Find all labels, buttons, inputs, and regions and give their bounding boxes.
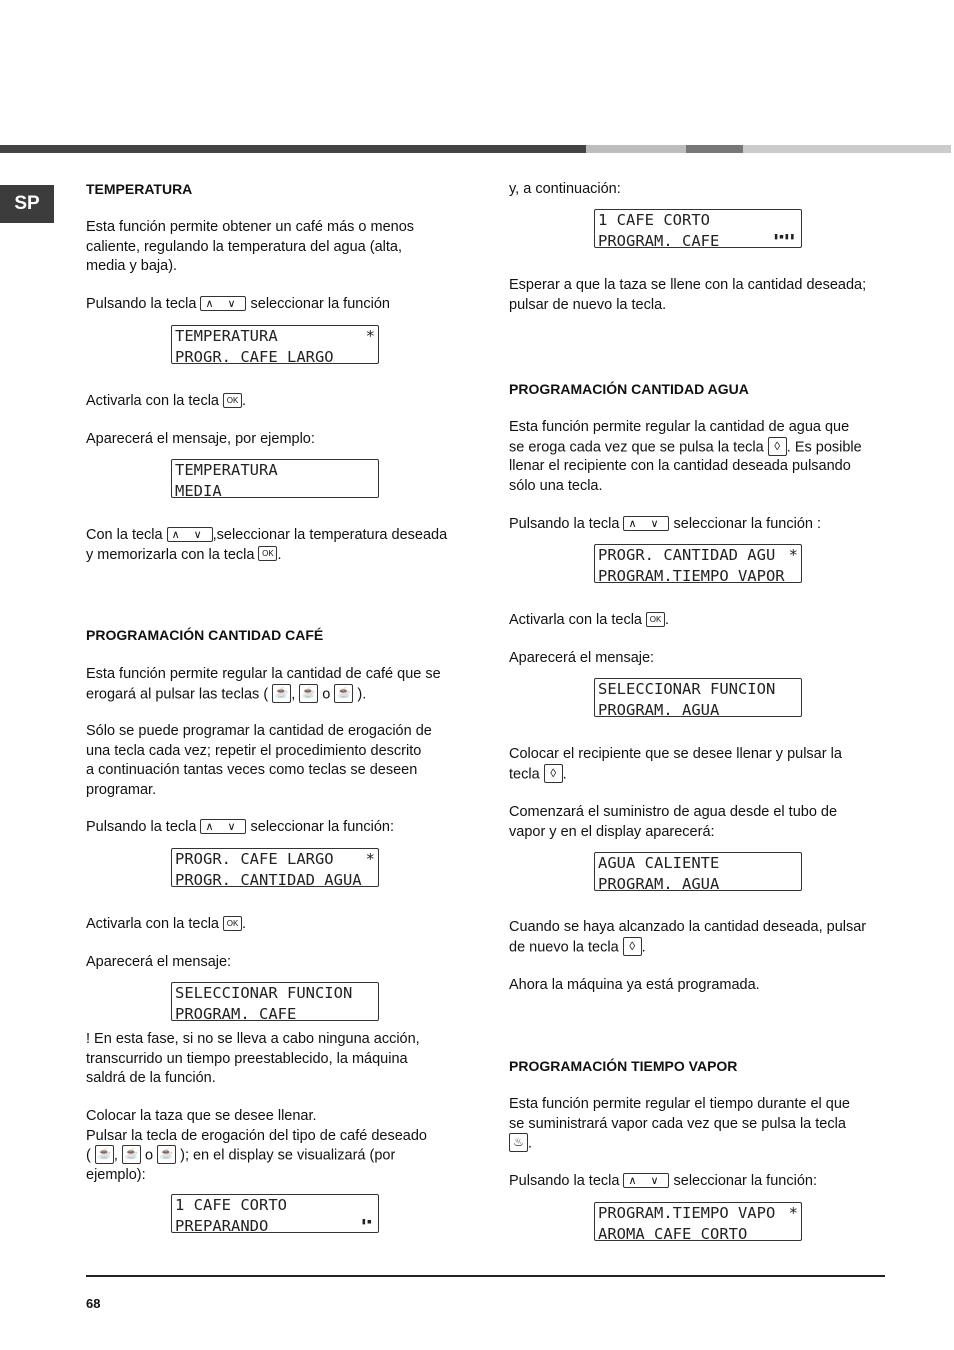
- paragraph: Colocar el recipiente que se desee llenar y pulsar la tecla ◊ .: [509, 746, 842, 782]
- up-down-arrow-key-icon: ∧∨: [167, 527, 213, 542]
- water-drop-icon: ◊: [768, 437, 787, 456]
- paragraph: Pulsando la tecla ∧∨ seleccionar la función: [86, 296, 390, 312]
- section-heading-temperatura: TEMPERATURA: [86, 181, 193, 197]
- paragraph: Aparecerá el mensaje:: [509, 650, 655, 666]
- section-heading-tiempo-vapor: PROGRAMACIÓN TIEMPO VAPOR: [509, 1058, 738, 1074]
- lcd-display: PROGR. CAFE LARGO * PROGR. CANTIDAD AGUA: [171, 848, 379, 887]
- coffee-cup-icon: ☕: [334, 684, 353, 703]
- ok-key-icon: OK: [646, 612, 665, 627]
- section-heading-cantidad-cafe: PROGRAMACIÓN CANTIDAD CAFÉ: [86, 627, 324, 643]
- paragraph: Esta función permite obtener un café más o menos caliente, regulando la temperatura del agua (alta, media y baja).: [86, 219, 415, 274]
- paragraph: Esperar a que la taza se llene con la cantidad deseada; pulsar de nuevo la tecla.: [509, 277, 867, 313]
- paragraph: Sólo se puede programar la cantidad de erogación de una tecla cada vez; repetir el procedimiento descrito a continuación tantas veces como teclas se deseen programar.: [86, 723, 432, 798]
- page-number: 68: [86, 1296, 101, 1311]
- paragraph: Esta función permite regular el tiempo durante el que se suministrará vapor cada vez que se pulsa la tecla ♨ .: [509, 1096, 850, 1152]
- ok-key-icon: OK: [223, 916, 242, 931]
- steam-icon: ♨: [509, 1133, 528, 1152]
- paragraph: Cuando se haya alcanzado la cantidad deseada, pulsar de nuevo la tecla ◊ .: [509, 919, 867, 955]
- lcd-display: PROGRAM.TIEMPO VAPO * AROMA CAFE CORTO: [594, 1202, 802, 1241]
- header-bar-lighter: [743, 145, 951, 153]
- paragraph: Esta función permite regular la cantidad de café que se erogará al pulsar las teclas ( ☕ , ☕ o ☕ ).: [86, 666, 441, 702]
- lcd-display: AGUA CALIENTE PROGRAM. AGUA: [594, 852, 802, 891]
- section-heading-cantidad-agua: PROGRAMACIÓN CANTIDAD AGUA: [509, 381, 749, 397]
- paragraph: Pulsando la tecla ∧∨ seleccionar la función:: [509, 1173, 817, 1189]
- coffee-cup-icon: ☕: [122, 1145, 141, 1164]
- up-down-arrow-key-icon: ∧∨: [623, 516, 669, 531]
- water-drop-icon: ◊: [544, 764, 563, 783]
- paragraph: Esta función permite regular la cantidad de agua que se eroga cada vez que se pulsa la tecla ◊ . Es posible llenar el recipiente con la cantidad deseada pulsando sólo una tecla.: [509, 419, 862, 494]
- paragraph: ! En esta fase, si no se lleva a cabo ninguna acción, transcurrido un tiempo preestablecido, la máquina saldrá de la función.: [86, 1031, 420, 1086]
- language-tab: SP: [0, 185, 54, 223]
- lcd-display: 1 CAFE CORTO PROGRAM. CAFE ▮▪▮▮: [594, 209, 802, 248]
- lcd-display: PROGR. CANTIDAD AGU * PROGRAM.TIEMPO VAPOR: [594, 544, 802, 583]
- header-bar-light: [586, 145, 686, 153]
- paragraph: Aparecerá el mensaje:: [86, 954, 232, 970]
- header-bar-dark: [0, 145, 586, 153]
- footer-rule: [86, 1275, 885, 1277]
- up-down-arrow-key-icon: ∧∨: [200, 296, 246, 311]
- paragraph: y, a continuación:: [509, 181, 621, 197]
- lcd-display: 1 CAFE CORTO PREPARANDO ▮▪: [171, 1194, 379, 1233]
- paragraph: Colocar la taza que se desee llenar. Pulsar la tecla de erogación del tipo de café deseado ( ☕ , ☕ o ☕ ); en el display se visualizará (por ejemplo):: [86, 1108, 427, 1183]
- cup-progress-icon: ▮▪▮▮: [773, 233, 795, 242]
- water-drop-icon: ◊: [623, 937, 642, 956]
- paragraph: Activarla con la tecla OK .: [86, 916, 247, 932]
- paragraph: Con la tecla ∧∨,seleccionar la temperatura deseada y memorizarla con la tecla OK .: [86, 527, 448, 563]
- coffee-cup-icon: ☕: [272, 684, 291, 703]
- ok-key-icon: OK: [258, 546, 277, 561]
- cup-progress-icon: ▮▪: [361, 1218, 372, 1227]
- up-down-arrow-key-icon: ∧∨: [623, 1173, 669, 1188]
- lcd-display: TEMPERATURA * PROGR. CAFE LARGO: [171, 325, 379, 364]
- ok-key-icon: OK: [223, 393, 242, 408]
- paragraph: Activarla con la tecla OK .: [509, 612, 670, 628]
- paragraph: Aparecerá el mensaje, por ejemplo:: [86, 431, 315, 447]
- paragraph: Ahora la máquina ya está programada.: [509, 977, 760, 993]
- up-down-arrow-key-icon: ∧∨: [200, 819, 246, 834]
- lcd-display: SELECCIONAR FUNCION PROGRAM. CAFE: [171, 982, 379, 1021]
- paragraph: Comenzará el suministro de agua desde el tubo de vapor y en el display aparecerá:: [509, 804, 838, 840]
- coffee-cup-icon: ☕: [157, 1145, 176, 1164]
- paragraph: Pulsando la tecla ∧∨ seleccionar la función:: [86, 819, 394, 835]
- paragraph: Pulsando la tecla ∧∨ seleccionar la función :: [509, 516, 821, 532]
- paragraph: Activarla con la tecla OK .: [86, 393, 247, 409]
- header-bar-mid: [686, 145, 743, 153]
- lcd-display: SELECCIONAR FUNCION PROGRAM. AGUA: [594, 678, 802, 717]
- coffee-cup-icon: ☕: [95, 1145, 114, 1164]
- lcd-display: TEMPERATURA MEDIA: [171, 459, 379, 498]
- coffee-cup-icon: ☕: [299, 684, 318, 703]
